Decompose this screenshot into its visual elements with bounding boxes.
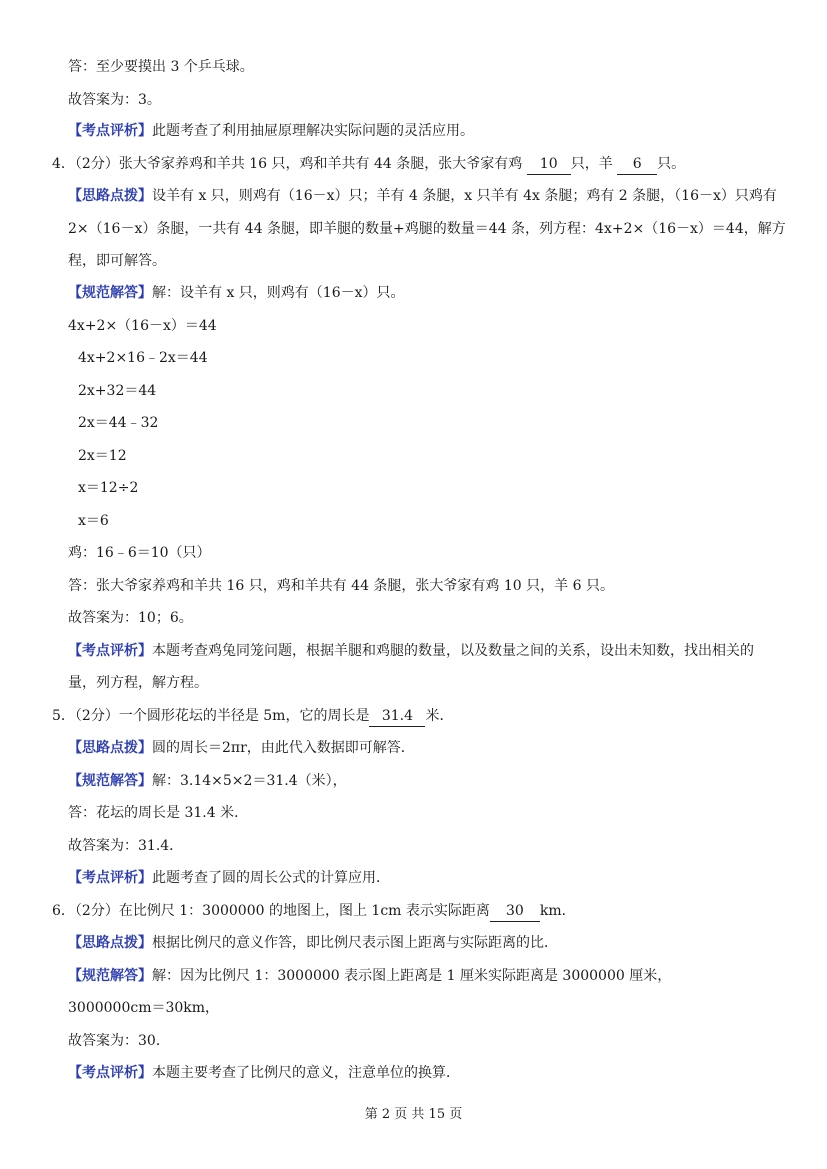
- text-line: 2×（16－x）条腿，一共有 44 条腿，即羊腿的数量+鸡腿的数量＝44 条，列方程：4x+2×（16－x）＝44，解方: [68, 221, 786, 237]
- answer-blank: 31.4: [369, 706, 425, 727]
- question-4: 4．（2分）张大爷家养鸡和羊共 16 只，鸡和羊共有 44 条腿，张大爷家有鸡 10 只，羊 6 只。: [52, 154, 685, 175]
- equation-line: 2x＝12: [78, 448, 127, 464]
- text-line: 【规范解答】解：因为比例尺 1：3000000 表示图上距离是 1 厘米实际距离是 3000000 厘米，: [68, 968, 672, 984]
- text-line: 【规范解答】解：3.14×5×2＝31.4（米），: [68, 773, 347, 789]
- text-line: 答：至少要摸出 3 个乒乓球。: [68, 59, 254, 75]
- question-5: 5．（2分）一个圆形花坛的半径是 5m，它的周长是 31.4 米．: [52, 706, 453, 727]
- text-line: 故答案为：3。: [68, 92, 161, 108]
- equation-line: x＝6: [78, 513, 109, 529]
- label-tag: 【考点评析】: [68, 870, 152, 886]
- text-line: 【思路点拨】圆的周长＝2πr，由此代入数据即可解答．: [68, 740, 415, 756]
- text-line: 答：花坛的周长是 31.4 米．: [68, 805, 249, 821]
- text-line: 故答案为：10；6。: [68, 610, 193, 626]
- equation-line: 4x+2×（16－x）＝44: [68, 318, 217, 334]
- label-tag: 【思路点拨】: [68, 740, 152, 756]
- text-line: 程，即可解答。: [68, 253, 166, 269]
- text-line: 故答案为：30．: [68, 1033, 170, 1049]
- label-tag: 【规范解答】: [68, 773, 152, 789]
- answer-blank: 10: [527, 154, 571, 175]
- equation-line: 4x+2×16﹣2x＝44: [78, 350, 208, 366]
- equation-line: x＝12÷2: [78, 480, 139, 496]
- text-line: 【考点评析】此题考查了利用抽屉原理解决实际问题的灵活应用。: [68, 123, 474, 139]
- text-line: 3000000cm＝30km，: [68, 1000, 220, 1016]
- label-tag: 【考点评析】: [68, 1065, 152, 1081]
- text-line: 【规范解答】解：设羊有 x 只，则鸡有（16－x）只。: [68, 285, 405, 301]
- text-line: 【思路点拨】设羊有 x 只，则鸡有（16－x）只；羊有 4 条腿，x 只羊有 4x 条腿；鸡有 2 条腿，（16－x）只鸡有: [68, 188, 777, 204]
- label-tag: 【规范解答】: [68, 285, 152, 301]
- label-tag: 【思路点拨】: [68, 935, 152, 951]
- equation-line: 2x+32＝44: [78, 383, 157, 399]
- label-tag: 【考点评析】: [68, 123, 152, 139]
- text-line: 答：张大爷家养鸡和羊共 16 只，鸡和羊共有 44 条腿，张大爷家有鸡 10 只，羊 6 只。: [68, 578, 614, 594]
- text-line: 鸡：16﹣6＝10（只）: [68, 545, 211, 561]
- text-line: 【考点评析】此题考查了圆的周长公式的计算应用．: [68, 870, 390, 886]
- answer-blank: 6: [617, 154, 657, 175]
- text-line: 故答案为：31.4．: [68, 838, 184, 854]
- text-line: 【考点评析】本题考查鸡兔同笼问题，根据羊腿和鸡腿的数量，以及数量之间的关系，设出未知数，找出相关的: [68, 643, 754, 659]
- question-6: 6．（2分）在比例尺 1：3000000 的地图上，图上 1cm 表示实际距离 30 km．: [52, 901, 576, 922]
- text-line: 量，列方程，解方程。: [68, 675, 208, 691]
- label-tag: 【规范解答】: [68, 968, 152, 984]
- equation-line: 2x＝44﹣32: [78, 415, 159, 431]
- label-tag: 【思路点拨】: [68, 188, 152, 204]
- text-line: 【考点评析】本题主要考查了比例尺的意义，注意单位的换算．: [68, 1065, 460, 1081]
- text-line: 【思路点拨】根据比例尺的意义作答，即比例尺表示图上距离与实际距离的比．: [68, 935, 558, 951]
- page-number: 第 2 页 共 15 页: [364, 1107, 463, 1122]
- label-tag: 【考点评析】: [68, 643, 152, 659]
- answer-blank: 30: [490, 901, 540, 922]
